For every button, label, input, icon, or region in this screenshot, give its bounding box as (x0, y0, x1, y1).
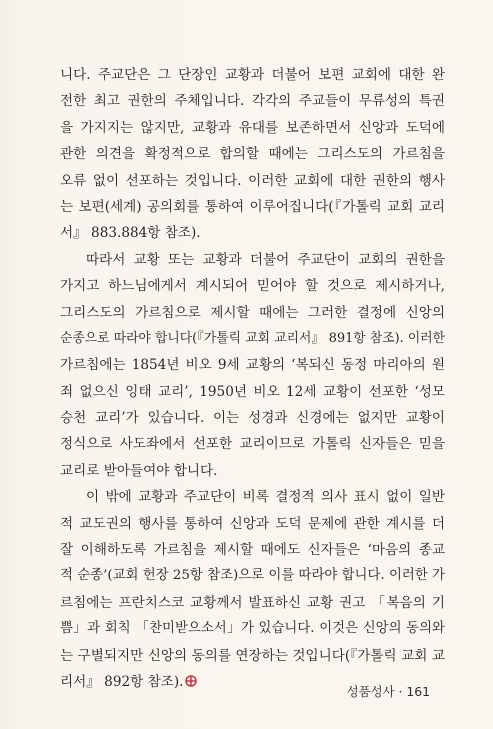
text-line-6: 는 보편(세계) 공의회를 통하여 이루어집니다(『가톨릭 교회 교리 (60, 198, 445, 215)
body-text (60, 62, 445, 695)
text-line-24-text: 리서』 892항 참조). (60, 673, 184, 690)
text-line-21: 르침에는 프란치스코 교황께서 발표하신 교황 권고 「복음의 기 (60, 594, 445, 611)
text-line-9: 가지고 하느님에게서 계시되어 믿어야 할 것으로 제시하거나, (60, 278, 445, 295)
text-line-5: 오류 없이 선포하는 것입니다. 이러한 교회에 대한 권한의 행사 (60, 172, 445, 189)
text-line-16: 교리로 받아들여야 합니다. (60, 462, 218, 479)
text-line-10: 그리스도의 가르침으로 제시할 때에는 그러한 결정에 신앙의 (60, 304, 445, 321)
text-line-7: 서』 883.884항 참조). (60, 225, 201, 242)
text-line-23: 는 구별되지만 신앙의 동의를 연장하는 것입니다(『가톨릭 교회 교 (60, 647, 445, 664)
page-footer: 성품성사 · 161 (346, 684, 430, 699)
text-line-17: 이 밖에 교황과 주교단이 비록 결정적 의사 표시 없이 일반 (86, 489, 445, 506)
text-line-19: 잘 이해하도록 가르침을 제시할 때에도 신자들은 ‘마음의 종교 (60, 542, 445, 559)
text-line-18: 적 교도권의 행사를 통하여 신앙과 도덕 문제에 관한 계시를 더 (60, 515, 445, 532)
text-line-11: 순종으로 따라야 합니다(『가톨릭 교회 교리서』 891항 참조). 이러한 (60, 330, 445, 346)
text-line-13: 죄 없으신 잉태 교리’, 1950년 비오 12세 교황이 선포한 ‘성모 (60, 383, 445, 400)
text-line-20: 적 순종’(교회 헌장 25항 참조)으로 이를 따라야 합니다. 이러한 가 (60, 568, 445, 584)
text-line-3: 을 가지지는 않지만, 교황과 유대를 보존하면서 신앙과 도덕에 (60, 119, 445, 136)
text-line-1: 니다. 주교단은 그 단장인 교황과 더불어 보편 교회에 대한 완 (60, 67, 445, 83)
text-line-8: 따라서 교황 또는 교황과 더불어 주교단이 교회의 권한을 (86, 251, 445, 268)
text-line-4: 관한 의견을 확정적으로 합의할 때에는 그리스도의 가르침을 (60, 146, 445, 163)
text-line-12: 가르침에는 1854년 비오 9세 교황의 ‘복되신 동정 마리아의 원 (60, 357, 445, 374)
text-line-15: 정식으로 사도좌에서 선포한 교리이므로 가톨릭 신자들은 믿을 (60, 436, 445, 453)
text-line-22: 쁨」과 회칙 「찬미받으소서」가 있습니다. 이것은 신앙의 동의와 (60, 621, 445, 637)
text-line-2: 전한 최고 권한의 주체입니다. 각각의 주교들이 무류성의 특권 (60, 93, 445, 110)
text-line-14: 승천 교리’가 있습니다. 이는 성경과 신경에는 없지만 교황이 (60, 410, 445, 427)
